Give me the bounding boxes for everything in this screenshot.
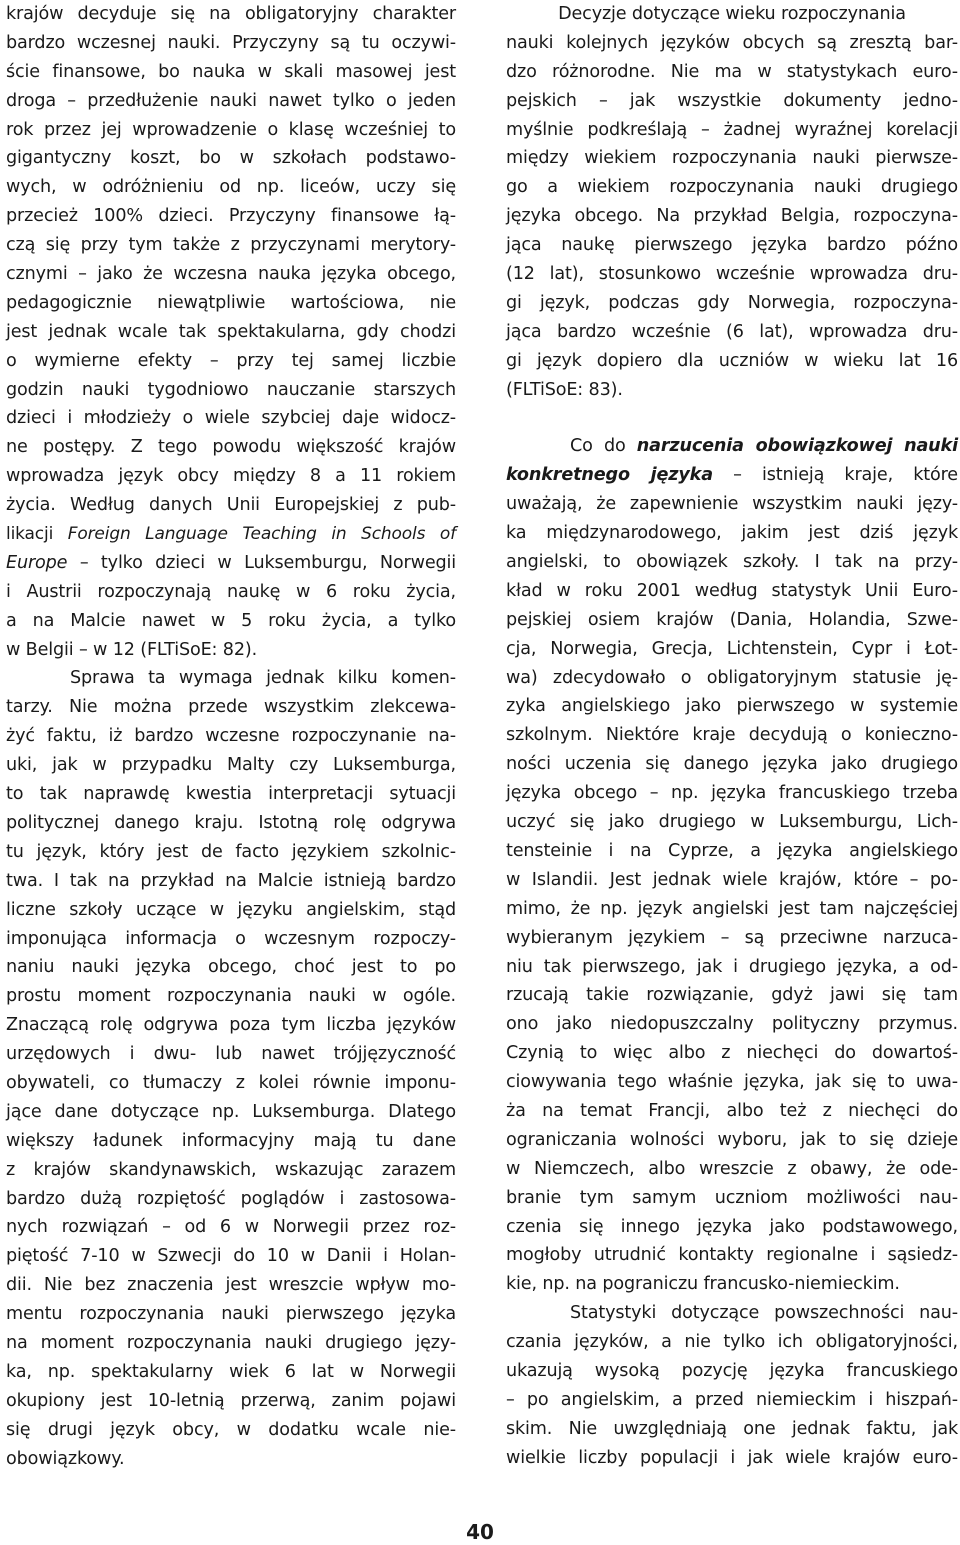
text-segment: w Islandii. Jest jednak wiele krajów, które – po- (506, 869, 958, 890)
italic-title: Europe (6, 552, 68, 573)
text-line (506, 202, 958, 231)
text-segment: Czynią to więc albo z niechęci do dowartoś- (506, 1043, 958, 1064)
text-segment: ono jako niedopuszczalny polityczny przymus. (506, 1014, 958, 1035)
text-segment: jące dane dotyczące np. Luksemburga. Dlatego (6, 1101, 456, 1122)
text-line (506, 1039, 958, 1068)
text-line (6, 347, 456, 376)
text-line (506, 895, 958, 924)
text-segment: krajów decyduje się na obligatoryjny charakter (6, 4, 456, 24)
text-line (6, 982, 456, 1011)
text-segment: w Niemczech, albo wreszcie z obawy, że ode- (506, 1158, 958, 1179)
text-line (506, 29, 958, 58)
text-line (6, 896, 456, 925)
text-line (506, 1241, 958, 1270)
text-segment: twa. I tak na przykład na Malcie istnieją bardzo (6, 870, 456, 891)
text-segment: czą się przy tym także z przyczynami merytory- (6, 235, 456, 256)
text-segment: się drugi język obcy, w dodatku wcale nie- (6, 1419, 456, 1440)
text-segment: skim. Nie uwzględniają one jednak faktu, jak (506, 1418, 958, 1439)
text-segment: urzędowych i dwu- lub nawet trójjęzyczność (6, 1044, 456, 1065)
text-segment: piętość 7-10 w Szwecji do 10 w Danii i Holan- (6, 1246, 456, 1267)
text-segment: Sprawa ta wymaga jednak kilku komen- (70, 668, 456, 689)
text-line (6, 260, 456, 289)
text-segment: dzo różnorodne. Nie ma w statystykach euro- (506, 61, 958, 82)
text-segment: imponująca informacja o wczesnym rozpoczy- (6, 928, 456, 949)
text-segment: i Austrii rozpoczynają naukę w 6 roku życia, (6, 581, 456, 602)
text-segment: godzin nauki tygodniowo nauczanie starszych (6, 379, 456, 400)
text-line (506, 231, 958, 260)
text-line (6, 780, 456, 809)
text-line (6, 549, 456, 578)
text-segment: cja, Norwegia, Grecja, Lichtenstein, Cypr i Łot- (506, 638, 958, 659)
text-line (6, 376, 456, 405)
text-line (506, 347, 958, 376)
text-line (506, 318, 958, 347)
text-segment: uważają, że zapewnienie wszystkim nauki języ- (506, 494, 958, 515)
text-segment: (12 lat), stosunkowo wcześnie wprowadza dru- (506, 264, 958, 285)
text-line (6, 289, 456, 318)
text-line (506, 1155, 958, 1184)
text-line (506, 116, 958, 145)
text-segment: ne postępy. Z tego powodu większość krajów (6, 437, 456, 458)
text-segment: obywateli, co tłumaczy z kolei równie imponu- (6, 1072, 456, 1093)
text-segment: bardzo wczesnej nauki. Przyczyny są tu oczywi- (6, 32, 456, 53)
text-line (506, 519, 958, 548)
text-segment: szkolnym. Niektóre kraje decydują o konieczno- (506, 725, 958, 746)
text-segment: wybieranym językiem – są przeciwne narzuca- (506, 927, 958, 948)
text-segment: wych, w odróżnieniu od np. liceów, uczy się (6, 177, 456, 198)
text-line (506, 1444, 958, 1473)
text-line (506, 58, 958, 87)
text-segment: języka obcego. Na przykład Belgia, rozpoczyna- (506, 206, 958, 227)
text-segment: rok przez jej wprowadzenie o klasę wcześniej to (6, 119, 456, 140)
text-line (506, 924, 958, 953)
text-segment: tu język, który jest de facto językiem szkolnic- (6, 841, 456, 862)
text-line (506, 1386, 958, 1415)
text-segment: żyć faktu, iż bardzo wczesne rozpoczynanie na- (6, 726, 456, 747)
text-segment: tensteinie i na Cyprze, a języka angielskiego (506, 840, 958, 861)
text-segment: wprowadza język obcy między 8 a 11 rokiem (6, 466, 456, 487)
text-segment: życia. Według danych Unii Europejskiej z pub- (6, 495, 456, 516)
text-line (6, 462, 456, 491)
text-segment: cznymi – jako że wczesna nauka języka obcego, (6, 264, 456, 285)
text-line (6, 1242, 456, 1271)
text-line (6, 925, 456, 954)
text-segment: dzieci i młodzieży o wiele szybciej daje widocz- (6, 408, 456, 429)
text-line (6, 1185, 456, 1214)
text-line (506, 750, 958, 779)
text-line (506, 837, 958, 866)
text-segment: jest jednak wcale tak spektakularna, gdy chodzi (6, 321, 456, 342)
text-line (6, 1358, 456, 1387)
text-line (6, 722, 456, 751)
text-line (6, 231, 456, 260)
text-segment: wielkie liczby populacji i jak wiele krajów euro- (506, 1447, 958, 1468)
text-segment: pejskiej osiem krajów (Dania, Holandia, Szwe- (506, 609, 958, 630)
text-line (6, 838, 456, 867)
text-segment: to tak naprawdę kwestia interpretacji sytuacji (6, 784, 456, 805)
emphasis-text: konkretnego języka (506, 465, 713, 486)
text-line (506, 577, 958, 606)
right-column (506, 0, 958, 1473)
text-line (506, 260, 958, 289)
text-segment: ża na temat Francji, albo też z niechęci do (506, 1100, 958, 1121)
text-segment: na moment rozpoczynania nauki drugiego języ- (6, 1332, 456, 1353)
text-line (506, 461, 958, 490)
text-line (6, 491, 456, 520)
text-segment: bardzo dużą rozpiętość poglądów i zastosowa- (6, 1188, 456, 1209)
text-line (6, 1416, 456, 1445)
text-segment: rzucają takie rozwiązanie, gdyż jawi się tam (506, 985, 958, 1006)
text-segment: okupiony jest 10-letnią przerwą, zanim pojawi (6, 1390, 456, 1411)
text-line (6, 173, 456, 202)
text-segment: obowiązkowy. (6, 1448, 125, 1469)
text-segment: prostu moment rozpoczynania nauki w ogóle. (6, 986, 456, 1007)
text-line (506, 635, 958, 664)
text-segment: nauki kolejnych języków obcych są zresztą bar- (506, 32, 958, 53)
text-segment: kie, np. na pograniczu francusko-niemieckim. (506, 1274, 900, 1295)
text-segment: go a wiekiem rozpoczynania nauki drugiego (506, 177, 958, 198)
text-line (506, 1213, 958, 1242)
text-line (6, 1069, 456, 1098)
text-segment: ka międzynarodowego, jakim jest dziś język (506, 523, 958, 544)
text-segment: Decyzje dotyczące wieku rozpoczynania (558, 4, 906, 24)
text-segment: a na Malcie nawet w 5 roku życia, a tylko (6, 610, 456, 631)
text-segment: pejskich – jak wszystkie dokumenty jedno- (506, 90, 958, 111)
text-segment: droga – przedłużenie nauki nawet tylko o jeden (6, 90, 456, 111)
text-line (6, 1011, 456, 1040)
text-segment: angielski, to obowiązek szkoły. I tak na przy- (506, 552, 958, 573)
text-segment: w Belgii – w 12 (FLTiSoE: 82). (6, 639, 258, 660)
text-line (506, 721, 958, 750)
text-segment: przecież 100% dzieci. Przyczyny finansowe łą- (6, 206, 456, 227)
text-line (6, 1156, 456, 1185)
text-line (6, 318, 456, 347)
text-segment: mentu rozpoczynania nauki pierwszego języka (6, 1304, 456, 1325)
text-segment: dii. Nie bez znaczenia jest wreszcie wpływ mo- (6, 1275, 456, 1296)
text-line (6, 58, 456, 87)
text-segment: ności uczenia się danego języka jako drugiego (506, 754, 958, 775)
text-line (506, 1357, 958, 1386)
text-segment: czenia się innego języka jako podstawowego, (506, 1216, 958, 1237)
text-line (6, 1300, 456, 1329)
text-segment: likacji (6, 524, 68, 545)
text-line (6, 867, 456, 896)
text-segment: liczne szkoły uczące w języku angielskim, stąd (6, 899, 456, 920)
text-segment: czania języków, a nie tylko ich obligatoryjności, (506, 1332, 958, 1353)
text-line (506, 0, 958, 29)
text-line (506, 664, 958, 693)
text-line (506, 779, 958, 808)
left-column (6, 0, 456, 1473)
text-segment: ograniczania wolności wyboru, jak to się dzieje (506, 1129, 958, 1150)
text-segment: myślnie podkreślają – żadnej wyraźnej korelacji (506, 119, 958, 140)
text-segment: kład w roku 2001 według statystyk Unii Euro- (506, 580, 958, 601)
text-line (6, 1040, 456, 1069)
text-line (6, 404, 456, 433)
text-line (6, 1213, 456, 1242)
text-line (506, 1184, 958, 1213)
text-segment: mogłoby utrudnić kontakty regionalne i sąsiedz- (506, 1245, 958, 1266)
text-line (6, 1271, 456, 1300)
text-line (506, 87, 958, 116)
text-line (506, 144, 958, 173)
text-line (6, 1329, 456, 1358)
text-line (6, 636, 456, 665)
text-line (506, 606, 958, 635)
emphasis-text: narzucenia obowiązkowej nauki (636, 436, 958, 457)
italic-title: Foreign Language Teaching in Schools of (67, 524, 456, 545)
text-segment: większy ładunek informacyjny mają tu dane (6, 1130, 456, 1151)
text-line (506, 1068, 958, 1097)
text-segment: Znaczącą rolę odgrywa poza tym liczba języków (6, 1015, 456, 1036)
text-segment: branie tym samym uczniom możliwości nau- (506, 1187, 958, 1208)
text-segment: ście finansowe, bo nauka w skali masowej jest (6, 61, 456, 82)
text-line (506, 808, 958, 837)
text-line (506, 432, 958, 461)
text-line (506, 548, 958, 577)
text-segment: języka obcego – np. języka francuskiego trzeba (506, 783, 958, 804)
text-line (6, 1445, 456, 1474)
text-line (506, 490, 958, 519)
text-line (506, 1097, 958, 1126)
text-line (506, 1126, 958, 1155)
text-line (506, 376, 958, 405)
text-line (506, 1299, 958, 1328)
text-line (506, 866, 958, 895)
text-line (6, 953, 456, 982)
text-segment: wa) zdecydowało o obligatoryjnym statusie ję- (506, 667, 958, 688)
text-line (506, 173, 958, 202)
text-segment: gigantyczny koszt, bo w szkołach podstawo- (6, 148, 456, 169)
text-line (6, 1098, 456, 1127)
text-segment: – po angielskim, a przed niemieckim i hiszpań- (506, 1389, 958, 1410)
text-line (6, 116, 456, 145)
text-line (6, 433, 456, 462)
text-line (6, 29, 456, 58)
text-line (6, 0, 456, 29)
text-segment: gi język dopiero dla uczniów w wieku lat 16 (506, 350, 958, 371)
text-segment: Co do (570, 436, 637, 457)
text-line (6, 693, 456, 722)
text-line (506, 1010, 958, 1039)
text-segment: mimo, że np. język angielski jest tam najczęściej (506, 898, 958, 919)
text-segment: jąca bardzo wcześnie (6 lat), wprowadza dru- (506, 321, 958, 342)
text-segment: jąca naukę pierwszego języka bardzo późno (506, 235, 958, 256)
text-segment: tarzy. Nie można przede wszystkim zlekcewa- (6, 697, 456, 718)
text-segment: Statystyki dotyczące powszechności nau- (570, 1303, 958, 1324)
text-segment: politycznej danego kraju. Istotną rolę odgrywa (6, 812, 456, 833)
text-segment: uki, jak w przypadku Malty czy Luksemburga, (6, 755, 456, 776)
text-line (6, 1127, 456, 1156)
text-segment: – istnieją kraje, które (712, 465, 958, 486)
text-line (6, 144, 456, 173)
text-segment: gi język, podczas gdy Norwegia, rozpoczyna- (506, 292, 958, 313)
text-line (6, 607, 456, 636)
text-segment: zyka angielskiego jako pierwszego w systemie (506, 696, 958, 717)
text-line (506, 289, 958, 318)
text-line (506, 1328, 958, 1357)
text-line (6, 578, 456, 607)
text-line (6, 809, 456, 838)
text-line (6, 751, 456, 780)
text-segment: ka, np. spektakularny wiek 6 lat w Norwegii (6, 1361, 456, 1382)
text-line (506, 953, 958, 982)
text-line (6, 520, 456, 549)
text-line (6, 664, 456, 693)
text-segment: (FLTiSoE: 83). (506, 379, 623, 400)
text-line (506, 692, 958, 721)
text-line (6, 1387, 456, 1416)
text-line (6, 202, 456, 231)
text-segment: naniu nauki języka obcego, choć jest to po (6, 957, 456, 978)
text-segment: o wymierne efekty – przy tej samej liczbie (6, 350, 456, 371)
text-line (506, 1270, 958, 1299)
text-line (506, 1415, 958, 1444)
text-segment: pedagogicznie niewątpliwie wartościowa, nie (6, 292, 456, 313)
text-segment: między wiekiem rozpoczynania nauki pierwsze- (506, 148, 958, 169)
text-segment: – tylko dzieci w Luksemburgu, Norwegii (67, 552, 456, 573)
page-number: 40 (466, 1520, 494, 1544)
text-segment: ciowywania tego właśnie języka, jak się to uwa- (506, 1072, 958, 1093)
text-segment: uczyć się jako drugiego w Luksemburgu, Lich- (506, 812, 958, 833)
text-segment: nych rozwiązań – od 6 w Norwegii przez roz- (6, 1217, 456, 1238)
text-segment: ukazują wysoką pozycję języka francuskiego (506, 1360, 958, 1381)
text-segment: niu tak pierwszego, jak i drugiego języka, a od- (506, 956, 958, 977)
text-line (6, 87, 456, 116)
paragraph-gap (506, 404, 958, 432)
text-segment: z krajów skandynawskich, wskazując zarazem (6, 1159, 456, 1180)
text-line (506, 981, 958, 1010)
